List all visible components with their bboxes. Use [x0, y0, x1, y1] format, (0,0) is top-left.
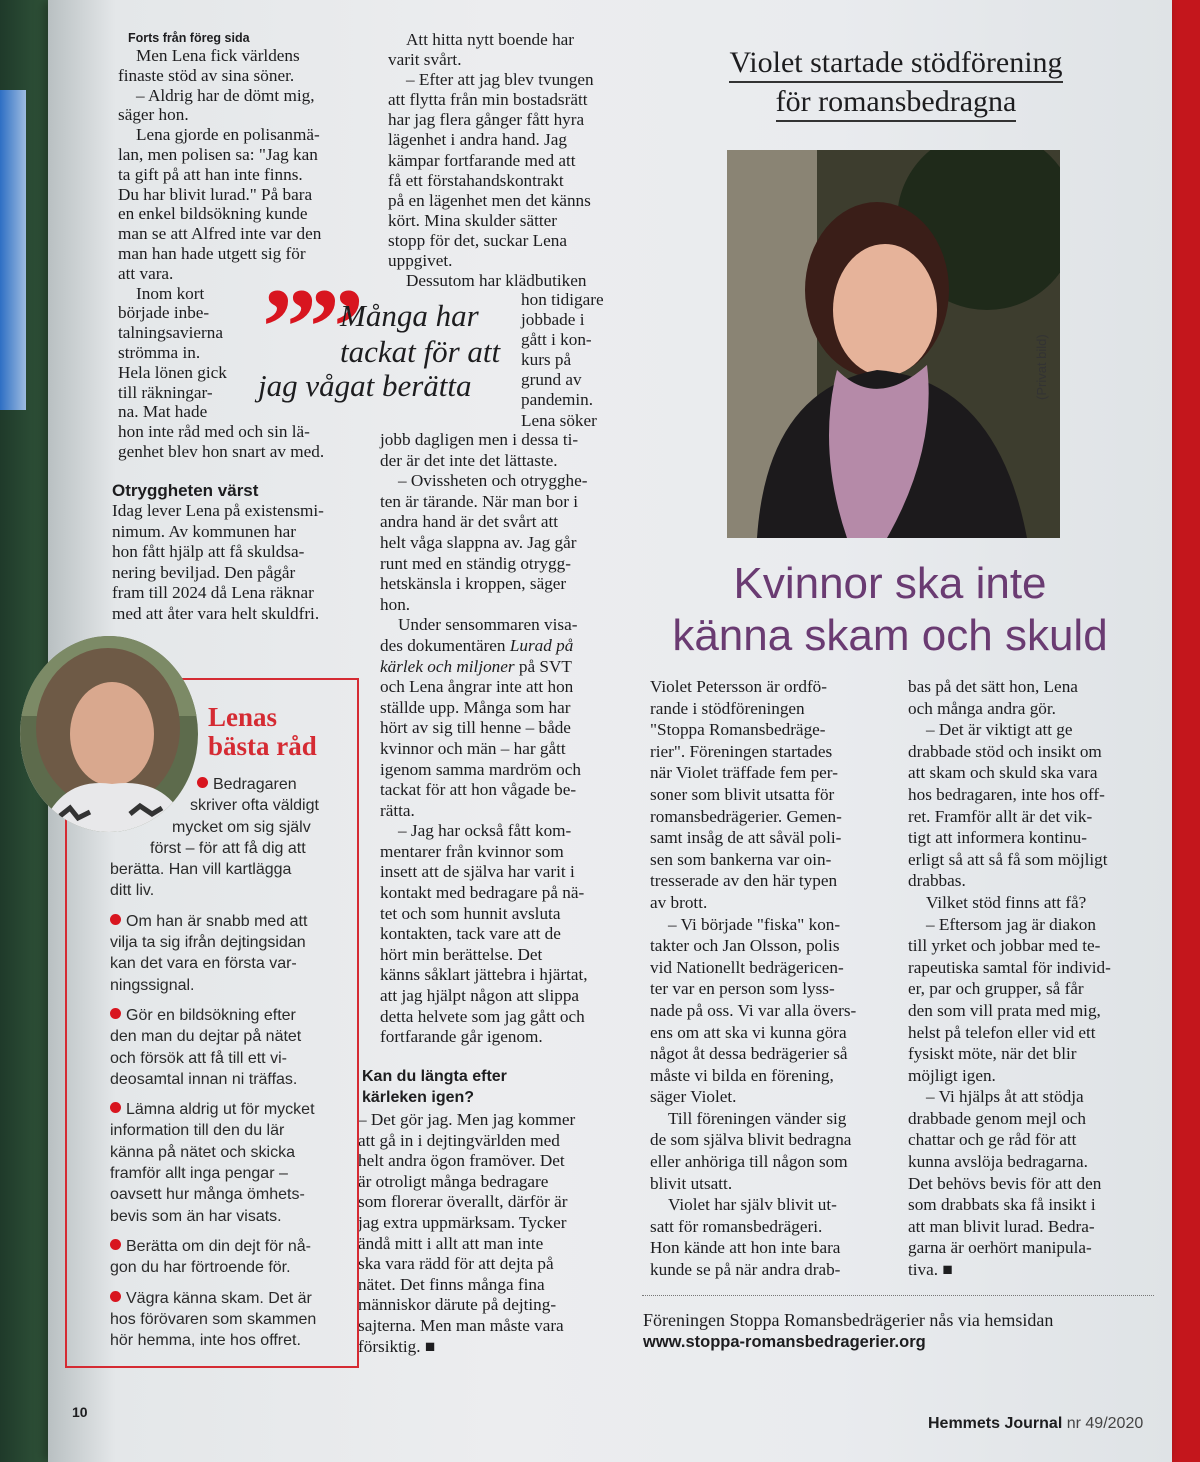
text-line: till yrket och jobbar med te- [908, 936, 1101, 956]
tip-text: mycket om sig själv [172, 818, 311, 836]
text-line: hetskänsla i kroppen, säger [380, 574, 567, 594]
bullet-icon [110, 1102, 121, 1113]
text-line: nätet. Det finns många fina [358, 1274, 545, 1294]
issue-number: 49/2020 [1085, 1415, 1144, 1432]
text-line: der är det inte det lättaste. [380, 450, 558, 470]
text-line: na. Mat hade [118, 402, 208, 422]
text-line: Lena gjorde en polisanmä- [136, 125, 320, 145]
text-line: mentarer från kvinnor som [380, 841, 564, 861]
text-line: detta helvete som jag gått och [380, 1006, 585, 1026]
text-line: soner som blivit utsatta för [650, 784, 835, 804]
tip-text: hos förövaren som skammen [110, 1310, 317, 1328]
text-line: möjligt igen. [908, 1065, 996, 1085]
tip-item [110, 1005, 319, 1090]
text-line: bas på det sätt hon, Lena [908, 677, 1078, 696]
text-line: att vara. [118, 263, 174, 283]
tip-text: skriver ofta väldigt [190, 797, 319, 815]
text-line [110, 975, 319, 996]
text-line: de som själva blivit bedragna [650, 1130, 852, 1150]
text-line: lägenhet i andra hand. Jag [388, 130, 567, 150]
text-line: kontakt med bedragare på nä- [380, 883, 585, 903]
text-line: hon. [380, 594, 411, 614]
magazine-name: Hemmets Journal [928, 1415, 1063, 1432]
text-line [380, 657, 588, 678]
violet-portrait-photo [727, 150, 1060, 538]
text-line: drabbade stöd och insikt om [908, 741, 1102, 761]
photo-credit: (Privat bild) [1034, 334, 1049, 400]
tip-text: deosamtal innan ni träffas. [110, 1070, 298, 1088]
text-line: Hela lönen gick [118, 362, 227, 382]
text-line: Kvinnor ska inte [733, 559, 1047, 608]
tip-text: Vägra känna skam. Det är [126, 1289, 312, 1307]
text-line: Idag lever Lena på existensmi- [112, 501, 324, 520]
text-line [110, 1048, 319, 1069]
text-line [110, 1005, 319, 1026]
footer-divider [642, 1295, 1154, 1296]
sidebar-column-a [650, 676, 856, 1281]
text-line: Violet har själv blivit ut- [668, 1195, 837, 1215]
text-line: jobbade i [521, 310, 585, 330]
text-line: kunde se på när andra drab- [650, 1260, 841, 1280]
text-line: Men Lena fick världens [136, 46, 300, 65]
text-line: säger hon. [118, 105, 189, 125]
headline-line-1: Violet startade stödförening [729, 44, 1062, 83]
tip-text: kan det vara en första var- [110, 955, 297, 973]
text-line: runt med en ständig otrygg- [380, 553, 571, 573]
text-line: människor därute på dejting- [358, 1295, 557, 1315]
text-line [110, 953, 319, 974]
text-line: helt andra ögon framöver. Det [358, 1151, 565, 1171]
tip-text: känna på nätet och skicka [110, 1143, 296, 1161]
text-line: romansbedrägerier. Gemen- [650, 806, 842, 826]
text-line: Inom kort [136, 283, 205, 303]
headline-line-2: för romansbedragna [776, 83, 1017, 122]
text-line: Att hitta nytt boende har [406, 30, 575, 49]
text-line: har jag flera gånger fått hyra [388, 110, 585, 130]
text-line: tackat för att hon vågade be- [380, 780, 577, 800]
tip-item [110, 1099, 319, 1227]
text-line: igenom samma mardröm och [380, 759, 581, 779]
text-line [110, 1257, 319, 1278]
footer-website-link[interactable]: www.stoppa-romansbedragerier.org [643, 1333, 926, 1351]
text-line: stopp för det, suckar Lena [388, 230, 567, 250]
text-line: fysiskt möte, när det blir [908, 1044, 1077, 1064]
text-line: satt för romansbedrägeri. [650, 1216, 823, 1236]
text-line: er, par och grupper, så får [908, 979, 1084, 999]
text-line: Hon kände att hon inte bara [650, 1238, 841, 1258]
text-line: som drabbats ska få insikt i [908, 1195, 1096, 1215]
text-line: kontakten, tack vare att de [380, 924, 561, 944]
text-line [110, 838, 319, 859]
text-line: varit svårt. [388, 50, 462, 70]
text-line: känna skam och skuld [672, 611, 1108, 660]
text-line: ställde upp. Många som har [380, 697, 571, 717]
text-line: att jag hjälpt någon att slippa [380, 986, 580, 1006]
text-line [110, 1099, 319, 1120]
bullet-icon [110, 914, 121, 925]
text-line: Lenas [208, 702, 278, 732]
text-line: ret. Framför allt är det vik- [908, 806, 1093, 826]
text-line: måste vi bilda en förening, [650, 1065, 834, 1085]
bullet-icon [110, 1008, 121, 1019]
tip-text: Berätta om din dejt för nå- [126, 1237, 311, 1255]
tip-text: och försök att få till ett vi- [110, 1049, 287, 1067]
text-line: rapeutiska samtal för individ- [908, 957, 1111, 977]
text-line: – Vi hjälps åt att stödja [926, 1087, 1084, 1107]
text-line: man han hade utgett sig för [118, 243, 306, 263]
text-line: är otroligt många bedragare [358, 1171, 549, 1191]
tip-text: Lämna aldrig ut för mycket [126, 1101, 315, 1119]
text-line [110, 880, 319, 901]
text-line: när Violet träffade fem per- [650, 763, 838, 783]
sidebar-headline [684, 44, 1108, 122]
text-line: något åt dessa bedrägerier så [650, 1044, 848, 1064]
text-line: garna är oerhört manipula- [908, 1238, 1092, 1258]
text-line: drabbas. [908, 871, 966, 891]
text-line [110, 774, 319, 795]
text-line: – Det gör jag. Men jag kommer [358, 1110, 576, 1129]
text-line [110, 859, 319, 880]
bullet-icon [110, 1291, 121, 1302]
text-line: kunna avslöja bedragarna. [908, 1152, 1088, 1172]
text-line: nering beviljad. Den pågår [112, 562, 296, 582]
text-line: erligt så att så få som möjligt [908, 849, 1108, 869]
article-column-2d [358, 1110, 575, 1357]
text-line: ens om att ska vi kunna göra [650, 1022, 847, 1042]
text-line: tet och som hunnit avsluta [380, 903, 561, 923]
text-line: hört min berättelse. Det [380, 944, 543, 964]
tip-item [110, 1288, 319, 1352]
text-line: Vilket stöd finns att få? [926, 892, 1087, 912]
issue-prefix: nr [1066, 1415, 1081, 1432]
continued-label: Forts från föreg sida [128, 31, 250, 45]
tip-text: hör hemma, inte hos offret. [110, 1332, 301, 1350]
text-line: chattar och ge råd för att [908, 1130, 1077, 1150]
tip-text: berätta. Han vill kartlägga [110, 861, 292, 879]
text-line: Det behövs bevis för att den [908, 1173, 1102, 1193]
text-line: ändå mitt i allt att man inte [358, 1233, 544, 1253]
text-line [110, 1163, 319, 1184]
text-line: sen som bankerna var oin- [650, 849, 832, 869]
quote-mark-icon: ”” [262, 266, 356, 388]
text-line: och Lena ångrar inte att hon [380, 677, 574, 697]
text-line: ter var en person som lyss- [650, 979, 835, 999]
text-line: – Jag har också fått kom- [398, 821, 572, 841]
pull-quote-line-2: tackat för att [340, 334, 501, 369]
text-line [110, 795, 319, 816]
text-line: – Eftersom jag är diakon [926, 914, 1096, 934]
text-line: takter och Jan Olsson, polis [650, 936, 840, 956]
text-line: säger Violet. [650, 1087, 737, 1107]
tip-text: Gör en bildsökning efter [126, 1006, 296, 1024]
text-line: en enkel bildsökning kunde [118, 204, 308, 224]
text-line: ten är tärande. När man bor i [380, 491, 579, 511]
text-line: började inbe- [118, 303, 210, 323]
sidebar-big-heading [660, 558, 1120, 662]
text-line: till räkningar- [118, 382, 213, 402]
subheading-karleken [362, 1066, 507, 1108]
text-line: blivit utsatt. [650, 1173, 733, 1193]
text-line: bästa råd [208, 731, 317, 761]
text-line: på en lägenhet men det känns [388, 190, 591, 210]
text-line: uppgivet. [388, 251, 453, 271]
text-line: talningsavierna [118, 323, 223, 343]
text-line: hon tidigare [521, 290, 604, 309]
text-line: samt insåg de att såväl poli- [650, 828, 842, 848]
text-segment: des dokumentären [380, 635, 510, 655]
text-line: – Ovissheten och otrygghe- [398, 471, 588, 491]
text-line: den som vill prata med mig, [908, 1000, 1101, 1020]
article-column-2b [521, 290, 604, 431]
text-line: hon inte råd med och sin lä- [118, 422, 310, 442]
text-line: kämpar fortfarande med att [388, 150, 576, 170]
text-line [380, 636, 588, 657]
text-line: genhet blev hon snart av med. [118, 441, 325, 461]
tip-text: Om han är snabb med att [126, 912, 308, 930]
text-line: vid Nationellt bedrägericen- [650, 957, 844, 977]
pull-quote-line-1: Många har [340, 298, 479, 333]
text-line: av brott. [650, 892, 708, 912]
text-line: att skam och skuld ska vara [908, 763, 1098, 783]
text-line: som florerar överallt, därför är [358, 1192, 568, 1212]
pull-quote-line-3: jag vågat berätta [258, 368, 472, 403]
text-line [110, 1142, 319, 1163]
text-line: – Vi började "fiska" kon- [668, 914, 841, 934]
text-line: Under sensommaren visa- [398, 615, 578, 635]
text-line: kört. Mina skulder sätter [388, 210, 557, 230]
text-line: lan, men polisen sa: "Jag kan [118, 144, 318, 164]
text-line: Du har blivit lurad." På bara [118, 184, 313, 204]
text-line: insett att de själva har varit i [380, 862, 575, 882]
article-column-1b [112, 501, 324, 624]
text-line: "Stoppa Romansbedräge- [650, 720, 826, 740]
tip-text: vilja ta sig ifrån dejtingsidan [110, 934, 306, 952]
tip-text: information till den du lär [110, 1122, 285, 1140]
footer-text: Föreningen Stoppa Romansbedrägerier nås via hemsidan [643, 1310, 1054, 1330]
text-line [110, 1026, 319, 1047]
article-column-2c [380, 430, 588, 1048]
tip-item [110, 1236, 319, 1279]
text-line: rätta. [380, 800, 415, 820]
text-line: eller anhöriga till någon som [650, 1152, 848, 1172]
text-line: att gå in i dejtingvärlden med [358, 1130, 560, 1150]
text-line [110, 1184, 319, 1205]
text-line [110, 1120, 319, 1141]
text-line: att man blivit lurad. Bedra- [908, 1216, 1095, 1236]
bullet-icon [110, 1239, 121, 1250]
text-line: hon fått hjälp att få skuldsa- [112, 542, 305, 561]
text-line: jobb dagligen men i dessa ti- [380, 430, 579, 449]
text-line: fortfarande går igenom. [380, 1027, 543, 1047]
text-line: – Aldrig har de dömt mig, [136, 85, 315, 105]
text-line: Violet Petersson är ordfö- [650, 677, 828, 696]
text-line [110, 932, 319, 953]
text-line [110, 1206, 319, 1227]
text-line: andra hand är det svårt att [380, 512, 559, 532]
background-blue-strip [0, 90, 26, 410]
tip-text: bevis som än har visats. [110, 1207, 282, 1225]
text-line: och många andra gör. [908, 698, 1056, 718]
text-line [110, 817, 319, 838]
tip-item [110, 911, 319, 996]
text-line: ska vara rädd för att dejta på [358, 1254, 554, 1274]
text-line: drabbade genom mejl och [908, 1108, 1087, 1128]
article-column-2a [388, 30, 594, 291]
text-line: kärleken igen? [362, 1089, 475, 1106]
text-line: – Efter att jag blev tvungen [406, 70, 594, 90]
tip-text: Bedragaren [213, 776, 297, 793]
text-line [110, 1236, 319, 1257]
text-line: känns såklart jättebra i hjärtat, [380, 965, 588, 985]
text-line: – Det är viktigt att ge [926, 720, 1073, 740]
text-line: grund av [521, 370, 582, 390]
text-segment: på SVT [514, 656, 572, 676]
text-line: försiktig. ■ [358, 1336, 436, 1356]
text-line: fram till 2024 då Lena räknar [112, 583, 314, 602]
text-line: Kan du längta efter [362, 1068, 507, 1085]
bullet-icon [197, 777, 208, 788]
italic-title: Lurad på [509, 635, 574, 655]
sidebar-column-b [908, 676, 1111, 1281]
text-line [110, 1330, 319, 1351]
text-line [110, 1069, 319, 1090]
tip-text: först – för att få dig att [150, 839, 306, 857]
text-line [110, 1288, 319, 1309]
magazine-footer [928, 1415, 1143, 1433]
text-line: nimum. Av kommunen har [112, 521, 296, 541]
text-line: kvinnor och män – har gått [380, 738, 566, 758]
text-line: sajterna. Men man måste vara [358, 1315, 564, 1335]
text-line: ta gift på att han inte finns. [118, 164, 303, 184]
text-line: Lena söker [521, 410, 597, 430]
tip-text: gon du har förtroende för. [110, 1259, 291, 1277]
tips-title [208, 703, 317, 761]
text-line: gått i kon- [521, 330, 592, 350]
page-number: 10 [72, 1404, 88, 1420]
text-line: helst på telefon eller vid ett [908, 1022, 1096, 1042]
text-line: rande i stödföreningen [650, 698, 805, 718]
tip-item [110, 774, 319, 902]
text-line: helt våga slappna av. Jag går [380, 532, 577, 552]
text-line: nade på oss. Vi var alla övers- [650, 1000, 857, 1020]
text-line: med att åter vara helt skuldfri. [112, 603, 320, 623]
text-line: tresserade av den här typen [650, 871, 838, 891]
tip-text: ditt liv. [110, 882, 155, 900]
text-line: Dessutom har klädbutiken [406, 271, 587, 291]
italic-title: kärlek och miljoner [380, 656, 515, 676]
tip-text: den man du dejtar på nätet [110, 1028, 302, 1046]
text-line: jag extra uppmärksam. Tycker [358, 1212, 567, 1232]
tip-text: ningssignal. [110, 976, 195, 994]
text-line: Till föreningen vänder sig [668, 1108, 847, 1128]
text-line: att flytta från min bostadsrätt [388, 90, 588, 110]
text-line [110, 1309, 319, 1330]
text-line: tiva. ■ [908, 1260, 953, 1280]
text-line: finaste stöd av sina söner. [118, 65, 295, 85]
text-line: kurs på [521, 350, 572, 370]
text-line: rier". Föreningen startades [650, 741, 833, 761]
text-line: hört av sig till henne – både [380, 718, 571, 738]
tip-text: framför allt inga pengar – [110, 1165, 288, 1183]
tips-list [110, 774, 319, 1360]
text-line [110, 911, 319, 932]
subheading-otryggheten: Otryggheten värst [112, 481, 259, 500]
text-line: man se att Alfred inte var den [118, 224, 322, 244]
text-line: få ett förstahandskontrakt [388, 170, 564, 190]
text-line: hos bedragaren, inte hos off- [908, 784, 1105, 804]
text-line: pandemin. [521, 390, 594, 410]
text-line: tigt att informera kontinu- [908, 828, 1087, 848]
text-line: strömma in. [118, 342, 201, 362]
tip-text: oavsett hur många ömhets- [110, 1186, 305, 1204]
